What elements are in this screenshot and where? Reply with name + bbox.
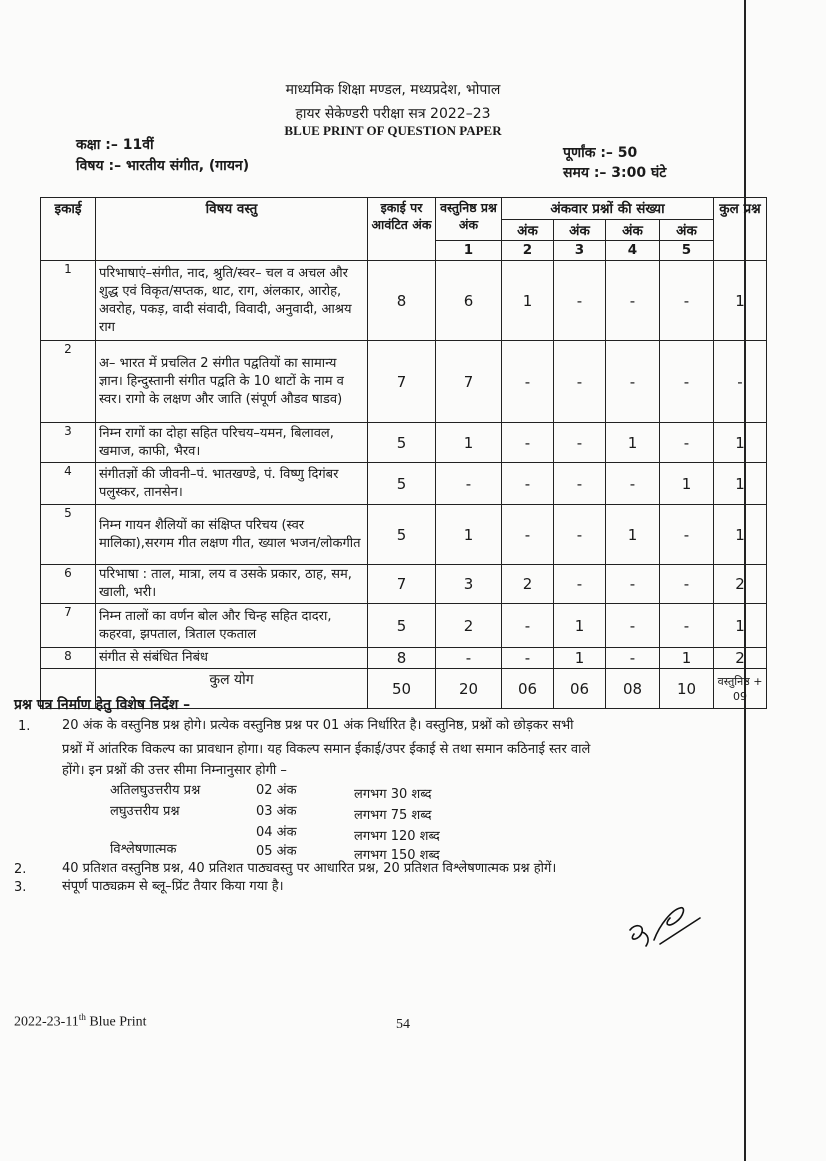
unit-number: 2 [41,341,96,423]
table-row [41,505,767,565]
table-row [41,565,767,604]
count-5: - [660,261,714,341]
topic-text: संगीतज्ञों की जीवनी–पं. भातखण्डे, पं. विष्णु दिगंबर पलुस्कर, तानसेन। [96,463,368,505]
header-sub-3: 3 [554,241,606,261]
count-3: 1 [554,604,606,648]
unit-number: 7 [41,604,96,648]
alloted-marks: 8 [368,648,436,669]
total-count-3: 06 [554,669,606,709]
count-4: 1 [606,505,660,565]
blueprint-table [40,197,767,709]
board-name: माध्यमिक शिक्षा मण्डल, मध्यप्रदेश, भोपाल [285,82,501,98]
total-questions: 1 [714,604,767,648]
header-total: कुल प्रश्न [714,198,767,261]
count-5: - [660,341,714,423]
total-objective: 20 [436,669,502,709]
total-questions: 1 [714,463,767,505]
total-questions: 1 [714,505,767,565]
count-4: - [606,648,660,669]
instruction-1-line-2: प्रश्नों में आंतरिक विकल्प का प्रावधान होगा। यह विकल्प समान ईकाई/उपर ईकाई से तथा समान कठिनाई स्तर वाले [62,742,591,757]
count-5: - [660,423,714,463]
count-3: - [554,341,606,423]
topic-text: निम्न गायन शैलियों का संक्षिप्त परिचय (स्वर मालिका),सरगम गीत लक्षण गीत, ख्याल भजन/लोकगीत [96,505,368,565]
header-ank: अंक [502,220,554,241]
page-number: 54 [396,1017,410,1032]
count-3: - [554,505,606,565]
limit-marks: 02 अंक [256,783,297,798]
instruction-number: 2. [14,862,27,877]
count-5: - [660,565,714,604]
total-count-5: 10 [660,669,714,709]
total-questions: 2 [714,648,767,669]
count-5: 1 [660,648,714,669]
topic-text: परिभाषा : ताल, मात्रा, लय व उसके प्रकार, ठाह, सम, खाली, भरी। [96,565,368,604]
alloted-marks: 5 [368,604,436,648]
count-5: - [660,505,714,565]
count-3: - [554,423,606,463]
count-2: - [502,648,554,669]
count-2: - [502,604,554,648]
total-questions: 1 [714,261,767,341]
objective-marks: 6 [436,261,502,341]
instruction-3: संपूर्ण पाठ्यक्रम से ब्लू–प्रिंट तैयार किया गया है। [62,879,284,894]
unit-number: 6 [41,565,96,604]
header-objective: वस्तुनिष्ठ प्रश्न अंक [436,198,502,241]
header-unit: इकाई [41,198,96,261]
header-ank: अंक [660,220,714,241]
count-2: - [502,463,554,505]
total-alloted: 50 [368,669,436,709]
unit-number: 4 [41,463,96,505]
unit-number: 1 [41,261,96,341]
limit-marks: 05 अंक [256,844,297,859]
table-row [41,463,767,505]
objective-marks: 3 [436,565,502,604]
table-row [41,648,767,669]
signature-mark [620,900,710,960]
topic-text: संगीत से संबंधित निबंध [96,648,368,669]
instructions-heading: प्रश्न पत्र निर्माण हेतु विशेष निर्देश – [14,697,191,713]
count-2: - [502,423,554,463]
count-4: - [606,463,660,505]
header-markwise: अंकवार प्रश्नों की संख्या [502,198,714,220]
count-4: - [606,604,660,648]
document-title: BLUE PRINT OF QUESTION PAPER [284,123,502,138]
table-row [41,604,767,648]
exam-session: हायर सेकेण्डरी परीक्षा सत्र 2022–23 [295,106,491,122]
alloted-marks: 7 [368,341,436,423]
count-2: 1 [502,261,554,341]
unit-number: 8 [41,648,96,669]
alloted-marks: 8 [368,261,436,341]
instruction-1-line-1: 20 अंक के वस्तुनिष्ठ प्रश्न होगे। प्रत्येक वस्तुनिष्ठ प्रश्न पर 01 अंक निर्धारित है। वस्तुनिष्ठ, प्रश्नों को छोड़कर सभी [62,718,574,733]
count-3: - [554,565,606,604]
limit-words: लगभग 75 शब्द [354,808,432,823]
grand-total: वस्तुनिष्ठ + 09 [714,669,767,709]
total-questions: - [714,341,767,423]
time-label: समय :– 3:00 घंटे [563,165,667,181]
count-3: - [554,463,606,505]
count-2: - [502,341,554,423]
alloted-marks: 5 [368,423,436,463]
totals-label: कुल योग [96,669,368,709]
total-questions: 2 [714,565,767,604]
total-questions: 1 [714,423,767,463]
objective-marks: - [436,463,502,505]
objective-marks: 1 [436,505,502,565]
count-3: - [554,261,606,341]
limit-marks: 04 अंक [256,825,297,840]
unit-number: 5 [41,505,96,565]
class-label: कक्षा :– 11वीं [76,137,154,153]
objective-marks: 1 [436,423,502,463]
instruction-number: 3. [14,880,27,895]
topic-text: निम्न तालों का वर्णन बोल और चिन्ह सहित दादरा, कहरवा, झपताल, त्रिताल एकताल [96,604,368,648]
count-4: 1 [606,423,660,463]
count-4: - [606,341,660,423]
header-sub-4: 4 [606,241,660,261]
alloted-marks: 5 [368,463,436,505]
unit-number: 3 [41,423,96,463]
count-4: - [606,565,660,604]
subject-label: विषय :– भारतीय संगीत, (गायन) [76,158,250,174]
limit-marks: 03 अंक [256,804,297,819]
header-alloted: इकाई पर आवंटित अंक [368,198,436,261]
header-sub-2: 2 [502,241,554,261]
objective-marks: 7 [436,341,502,423]
objective-marks: - [436,648,502,669]
full-marks-label: पूर्णांक :– 50 [563,145,638,161]
count-5: 1 [660,463,714,505]
count-5: - [660,604,714,648]
total-count-2: 06 [502,669,554,709]
header-sub-5: 5 [660,241,714,261]
count-2: 2 [502,565,554,604]
footer-text: 2022-23-11th Blue Print [14,1012,147,1030]
header-content: विषय वस्तु [96,198,368,261]
count-4: - [606,261,660,341]
count-2: - [502,505,554,565]
table-row [41,261,767,341]
instruction-1-line-3: होंगे। इन प्रश्नों की उत्तर सीमा निम्नानुसार होगी – [62,763,287,778]
limit-type: विश्लेषणात्मक [110,842,177,857]
header-ank: अंक [606,220,660,241]
header-ank: अंक [554,220,606,241]
objective-marks: 2 [436,604,502,648]
topic-text: अ– भारत में प्रचलित 2 संगीत पद्वतियों का सामान्य ज्ञान। हिन्दुस्तानी संगीत पद्वति के 10 थाटों के नाम व स्वर। रागो के लक्षण और जाति (संपूर्ण औडव षाडव) [96,341,368,423]
topic-text: निम्न रागों का दोहा सहित परिचय–यमन, बिलावल, खमाज, काफी, भैरव। [96,423,368,463]
instruction-number: 1. [18,719,31,734]
limit-type: अतिलघुउत्तरीय प्रश्न [110,783,201,798]
count-3: 1 [554,648,606,669]
total-count-4: 08 [606,669,660,709]
header-sub-1: 1 [436,241,502,261]
limit-type: लघुउत्तरीय प्रश्न [110,804,180,819]
table-row [41,341,767,423]
topic-text: परिभाषाएं–संगीत, नाद, श्रुति/स्वर– चल व अचल और शुद्ध एवं विकृत/सप्तक, थाट, राग, अंलकार, आरोह, अवरोह, पकड़, वादी संवादी, विवादी, अनुवादी, आश्रय राग [96,261,368,341]
table-row [41,423,767,463]
alloted-marks: 5 [368,505,436,565]
limit-words: लगभग 30 शब्द [354,787,432,802]
limit-words: लगभग 120 शब्द [354,829,440,844]
instruction-2: 40 प्रतिशत वस्तुनिष्ठ प्रश्न, 40 प्रतिशत पाठ्यवस्तु पर आधारित प्रश्न, 20 प्रतिशत विश्लेषणात्मक प्रश्न होगें। [62,861,557,876]
limit-words: लगभग 150 शब्द [354,848,440,863]
alloted-marks: 7 [368,565,436,604]
